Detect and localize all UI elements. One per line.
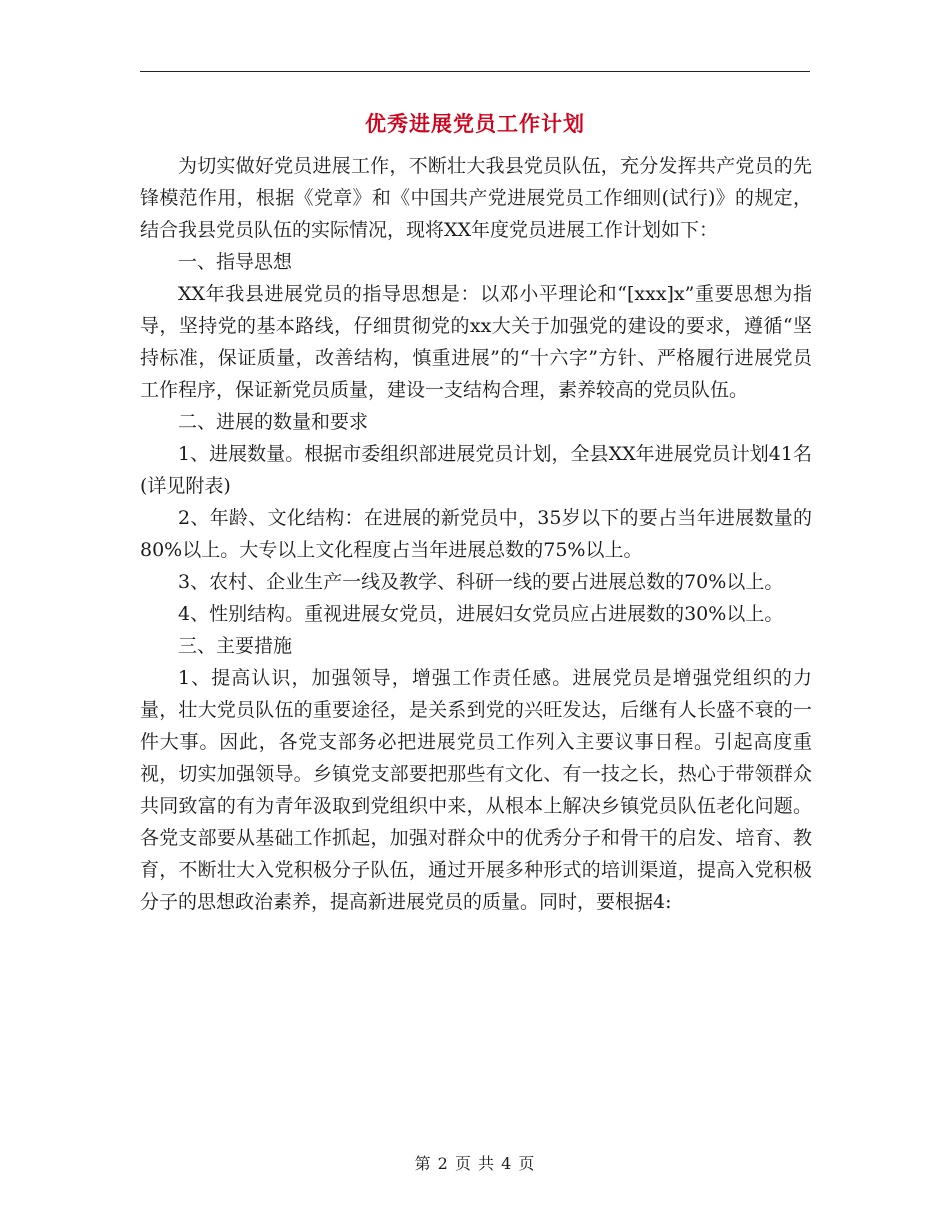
paragraph-guiding-ideology: XX年我县进展党员的指导思想是：以邓小平理论和“[xxx]x”重要思想为指导，坚持党的基本路线，仔细贯彻党的xx大关于加强党的建设的要求，遵循“坚持标准，保证质量，改善结构，慎重进展”的“十六字”方针、严格履行进展党员工作程序，保证新党员质量，建设一支结构合理，素养较高的党员队伍。 xyxy=(140,283,812,401)
section-heading-main-measures: 三、主要措施 xyxy=(178,635,293,657)
paragraph-intro: 为切实做好党员进展工作，不断壮大我县党员队伍，充分发挥共产党员的先锋模范作用，根据《党章》和《中国共产党进展党员工作细则(试行)》的规定，结合我县党员队伍的实际情况，现将XX年度党员进展工作计划如下： xyxy=(140,155,812,241)
paragraph-frontline: 3、农村、企业生产一线及教学、科研一线的要占进展总数的70%以上。 xyxy=(178,571,784,593)
paragraph-age-education: 2、年龄、文化结构：在进展的新党员中，35岁以下的要占当年进展数量的80%以上。大专以上文化程度占当年进展总数的75%以上。 xyxy=(140,507,812,561)
header-rule xyxy=(140,71,810,72)
document-title: 优秀进展党员工作计划 xyxy=(365,111,585,136)
paragraph-gender: 4、性别结构。重视进展女党员，进展妇女党员应占进展数的30%以上。 xyxy=(178,603,784,625)
section-heading-quantity-requirements: 二、进展的数量和要求 xyxy=(178,411,369,433)
section-heading-guiding-ideology: 一、指导思想 xyxy=(178,251,293,273)
paragraph-measure-1: 1、提高认识，加强领导，增强工作责任感。进展党员是增强党组织的力量，壮大党员队伍的重要途径，是关系到党的兴旺发达，后继有人长盛不衰的一件大事。因此，各党支部务必把进展党员工作列入主要议事日程。引起高度重视，切实加强领导。乡镇党支部要把那些有文化、有一技之长，热心于带领群众共同致富的有为青年汲取到党组织中来，从根本上解决乡镇党员队伍老化问题。各党支部要从基础工作抓起，加强对群众中的优秀分子和骨干的启发、培育、教育，不断壮大入党积极分子队伍，通过开展多种形式的培训渠道，提高入党积极分子的思想政治素养，提高新进展党员的质量。同时，要根据4: xyxy=(140,667,812,913)
page-number: 第 2 页 共 4 页 xyxy=(414,1154,536,1173)
document-body xyxy=(140,150,812,918)
paragraph-quantity: 1、进展数量。根据市委组织部进展党员计划，全县XX年进展党员计划41名(详见附表) xyxy=(140,443,812,497)
